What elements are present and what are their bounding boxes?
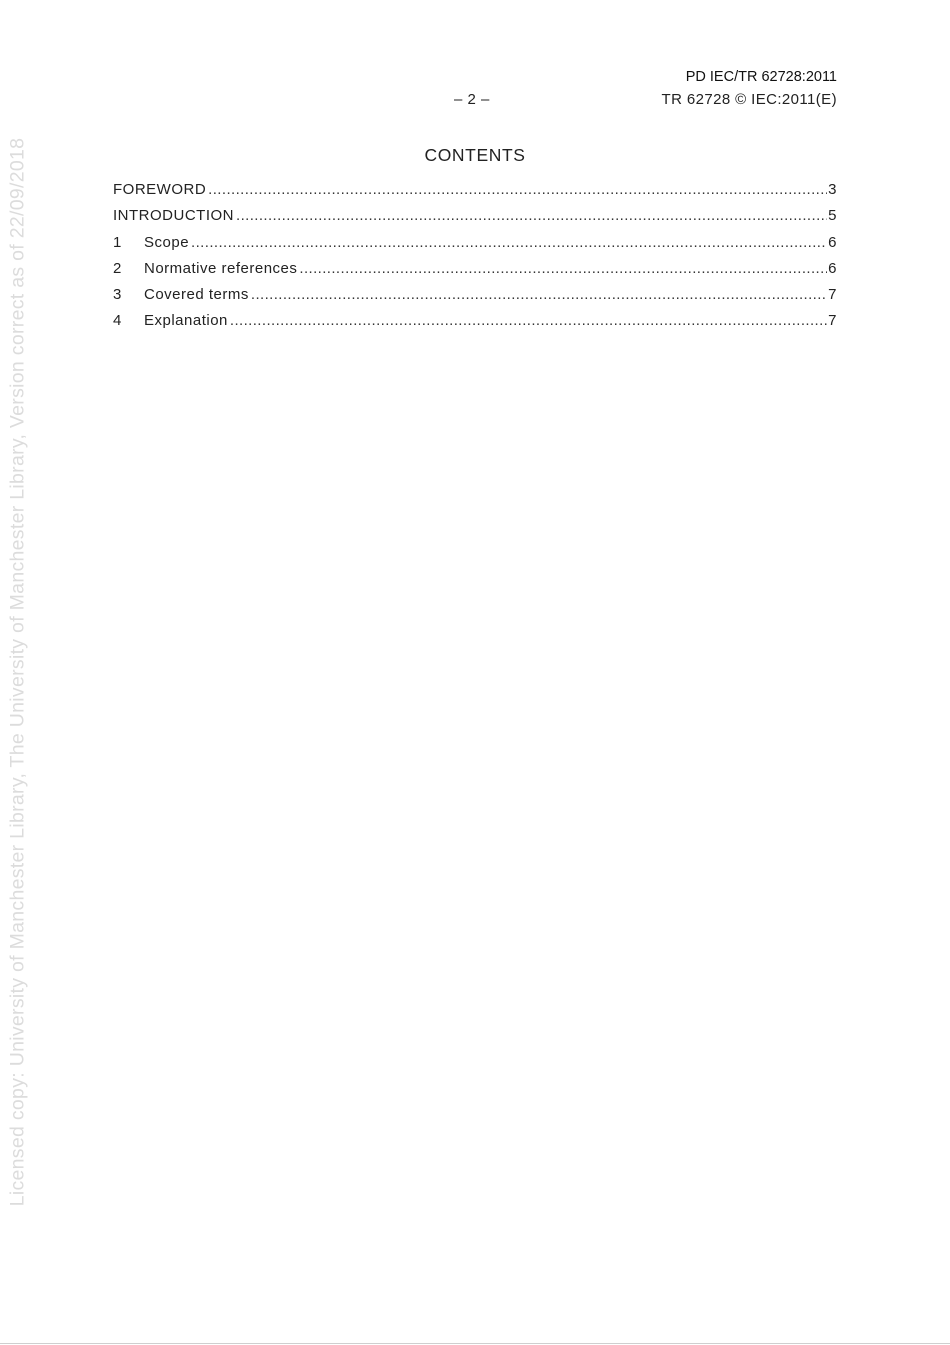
toc-entry-normative-references[interactable] [113,260,837,286]
toc-entry-label: FOREWORD [113,181,207,198]
toc-entry-label: Scope [144,233,190,251]
toc-entry-introduction[interactable] [113,207,837,233]
toc-entry-number: 2 [113,259,122,277]
toc-entry-label: Explanation [144,312,228,330]
toc-entry-explanation[interactable] [113,312,837,338]
toc-entry-page: 3 [828,181,837,198]
toc-entry-covered-terms[interactable] [113,286,837,312]
toc-entry-page: 7 [828,312,837,330]
toc-entry-page: 6 [828,233,837,251]
toc-leader-dots [191,234,827,251]
toc-entry-label: Normative references [144,259,298,277]
toc-entry-page: 5 [828,207,837,225]
toc-leader-dots [236,207,827,224]
contents-title: CONTENTS [424,145,526,165]
toc-entry-label: Covered terms [144,286,249,304]
toc-entry-number: 1 [113,233,122,251]
document-reference: TR 62728 © IEC:2011(E) [661,91,837,108]
page-bottom-edge [0,1343,950,1344]
table-of-contents [113,181,837,339]
toc-leader-dots [251,286,827,303]
toc-entry-page: 7 [828,286,837,304]
page-number: – 2 – [454,91,490,108]
toc-entry-number: 4 [113,312,122,330]
toc-entry-label: INTRODUCTION [113,207,234,225]
toc-entry-scope[interactable] [113,234,837,260]
toc-leader-dots [208,181,827,198]
license-watermark: Licensed copy: University of Manchester Library, The University of Manchester Library, Version correct as of 22/09/2018 [6,137,29,1207]
toc-entry-foreword[interactable] [113,181,837,207]
pd-reference: PD IEC/TR 62728:2011 [685,69,837,85]
toc-entry-page: 6 [828,259,837,277]
toc-leader-dots [230,312,827,329]
toc-leader-dots [299,260,827,277]
toc-entry-number: 3 [113,286,122,304]
